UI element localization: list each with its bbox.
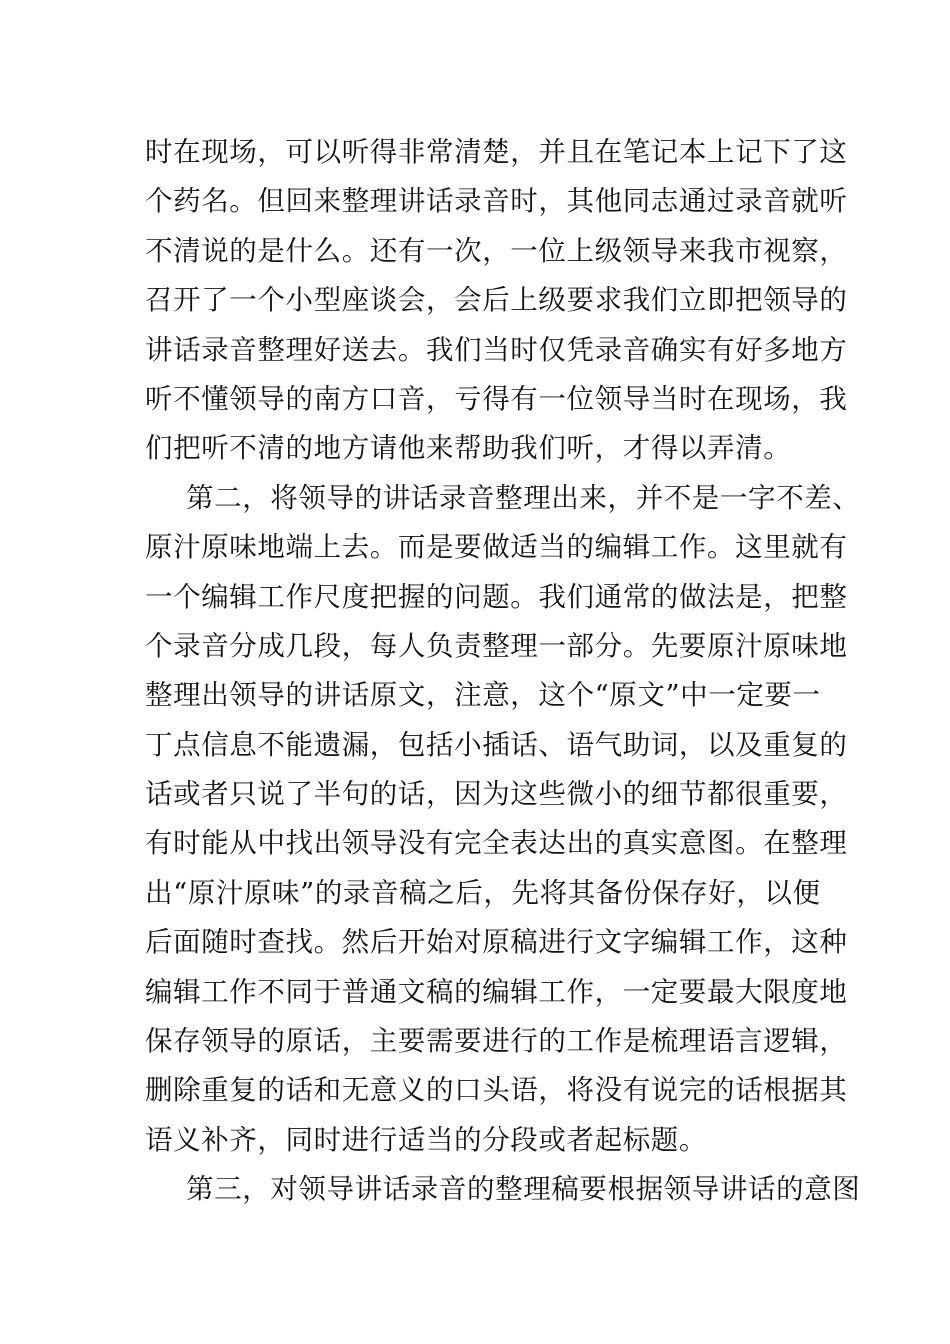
text-line: 听不懂领导的南方口音，亏得有一位领导当时在现场，我 [145, 382, 848, 415]
paragraph-start-line: 第三，对领导讲话录音的整理稿要根据领导讲话的意图 [186, 1173, 861, 1206]
text-line: 丁点信息不能遗漏，包括小插话、语气助词，以及重复的 [145, 728, 848, 761]
text-line: 时在现场，可以听得非常清楚，并且在笔记本上记下了这 [145, 136, 848, 168]
text-line: 编辑工作不同于普通文稿的编辑工作，一定要最大限度地 [145, 975, 848, 1008]
text-line: 整理出领导的讲话原文，注意，这个“原文”中一定要一 [145, 679, 821, 712]
text-line: 出“原汁原味”的录音稿之后，先将其备份保存好，以便 [145, 876, 821, 909]
text-line: 原汁原味地端上去。而是要做适当的编辑工作。这里就有 [145, 531, 848, 564]
text-line: 有时能从中找出领导没有完全表达出的真实意图。在整理 [145, 827, 848, 860]
text-line: 们把听不清的地方请他来帮助我们听，才得以弄清。 [145, 432, 792, 465]
text-line: 召开了一个小型座谈会，会后上级要求我们立即把领导的 [145, 284, 848, 317]
paragraph-start-line: 第二，将领导的讲话录音整理出来，并不是一字不差、 [186, 481, 861, 514]
text-line: 删除重复的话和无意义的口头语，将没有说完的话根据其 [145, 1074, 848, 1107]
text-line: 话或者只说了半句的话，因为这些微小的细节都很重要， [145, 778, 848, 811]
text-line: 一个编辑工作尺度把握的问题。我们通常的做法是，把整 [145, 580, 848, 613]
text-line: 个录音分成几段，每人负责整理一部分。先要原汁原味地 [145, 629, 848, 662]
text-line: 不清说的是什么。还有一次，一位上级领导来我市视察， [145, 234, 848, 267]
text-line: 个药名。但回来整理讲话录音时，其他同志通过录音就听 [145, 185, 848, 218]
text-line: 保存领导的原话，主要需要进行的工作是梳理语言逻辑， [145, 1025, 848, 1058]
text-line: 讲话录音整理好送去。我们当时仅凭录音确实有好多地方 [145, 333, 848, 366]
document-page [145, 128, 861, 1215]
text-line: 语义补齐，同时进行适当的分段或者起标题。 [145, 1123, 707, 1156]
text-line: 后面随时查找。然后开始对原稿进行文字编辑工作，这种 [145, 926, 848, 959]
